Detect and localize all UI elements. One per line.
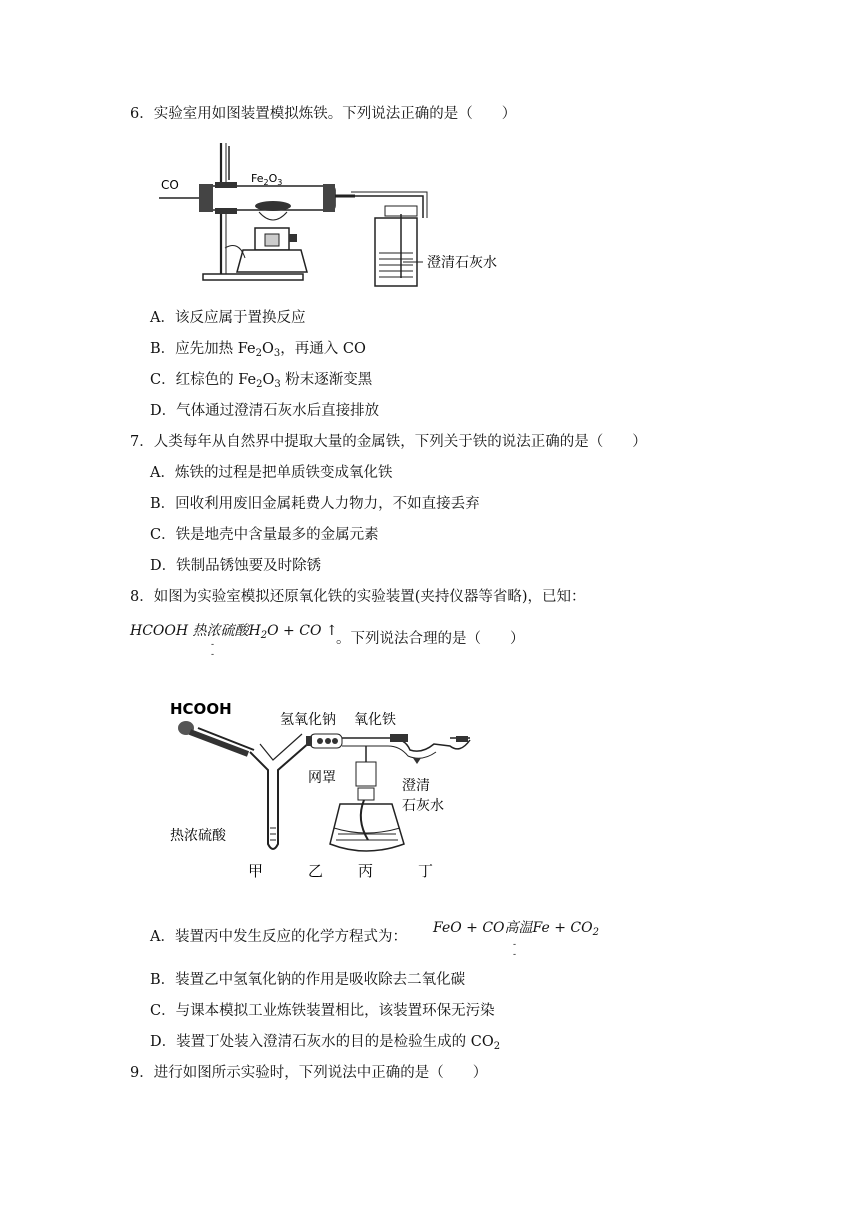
q8-option-b[interactable]: B．装置乙中氢氧化钠的作用是吸收除去二氧化碳 bbox=[150, 972, 466, 988]
fe2o3-label: 氧化铁 bbox=[354, 712, 396, 728]
q6-option-a[interactable]: A．该反应属于置换反应 bbox=[150, 310, 306, 326]
q8-option-a-equation: FeO + CO高温$Fe + CO_2$ bbox=[433, 920, 599, 938]
label-jia: 甲 bbox=[248, 862, 264, 880]
q6-apparatus-figure bbox=[155, 138, 515, 290]
q8-a-eq-dashes: ‑ ‑ bbox=[513, 940, 517, 960]
lime-water-label: 澄清石灰水 bbox=[427, 255, 497, 271]
label-bing: 丙 bbox=[358, 862, 374, 880]
svg-text:Fe2O3: $Fe_2O_3$ bbox=[251, 172, 283, 187]
label-yi: 乙 bbox=[308, 862, 324, 880]
q7-option-b[interactable]: B．回收利用废旧金属耗费人力物力，不如直接丢弃 bbox=[150, 496, 480, 512]
q8-option-c[interactable]: C．与课本模拟工业炼铁装置相比，该装置环保无污染 bbox=[150, 1003, 495, 1019]
co-label: CO bbox=[161, 178, 179, 192]
q9-stem: 9．进行如图所示实验时，下列说法中正确的是（ ） bbox=[130, 1065, 488, 1081]
q8-stem: 8．如图为实验室模拟还原氧化铁的实验装置(夹持仪器等省略)，已知： bbox=[130, 589, 586, 605]
q8-apparatus-figure bbox=[160, 694, 480, 884]
q6-stem: 6．实验室用如图装置模拟炼铁。下列说法正确的是（ ） bbox=[130, 106, 517, 122]
q8-stem-tail: 。下列说法合理的是（ ） bbox=[336, 631, 525, 647]
gauze-label: 网罩 bbox=[308, 770, 336, 786]
lime-label-2: 石灰水 bbox=[402, 798, 444, 814]
q8-option-d[interactable]: D．装置丁处装入澄清石灰水的目的是检验生成的 $CO_2$ bbox=[150, 1034, 501, 1052]
q8-eq-dashes: ‑ ‑ bbox=[211, 640, 215, 660]
label-ding: 丁 bbox=[418, 862, 434, 880]
hcooh-label: HCOOH bbox=[170, 700, 232, 718]
q7-option-d[interactable]: D．铁制品锈蚀要及时除锈 bbox=[150, 558, 322, 574]
q6-option-c[interactable]: C．红棕色的 $Fe_2O_3$ 粉末逐渐变黑 bbox=[150, 372, 373, 390]
q7-option-c[interactable]: C．铁是地壳中含量最多的金属元素 bbox=[150, 527, 379, 543]
q8-equation: HCOOH 热浓硫酸$H_2O$ + CO ↑ bbox=[130, 623, 338, 641]
q8-option-a[interactable]: A．装置丙中发生反应的化学方程式为： bbox=[150, 929, 407, 945]
q6-option-b[interactable]: B．应先加热 $Fe_2O_3$，再通入 CO bbox=[150, 341, 366, 359]
q7-option-a[interactable]: A．炼铁的过程是把单质铁变成氧化铁 bbox=[150, 465, 393, 481]
q7-stem: 7．人类每年从自然界中提取大量的金属铁，下列关于铁的说法正确的是（ ） bbox=[130, 434, 647, 450]
q6-option-d[interactable]: D．气体通过澄清石灰水后直接排放 bbox=[150, 403, 380, 419]
lime-label-1: 澄清 bbox=[402, 778, 430, 794]
acid-label: 热浓硫酸 bbox=[170, 828, 226, 844]
naoh-label: 氢氧化钠 bbox=[280, 712, 336, 728]
